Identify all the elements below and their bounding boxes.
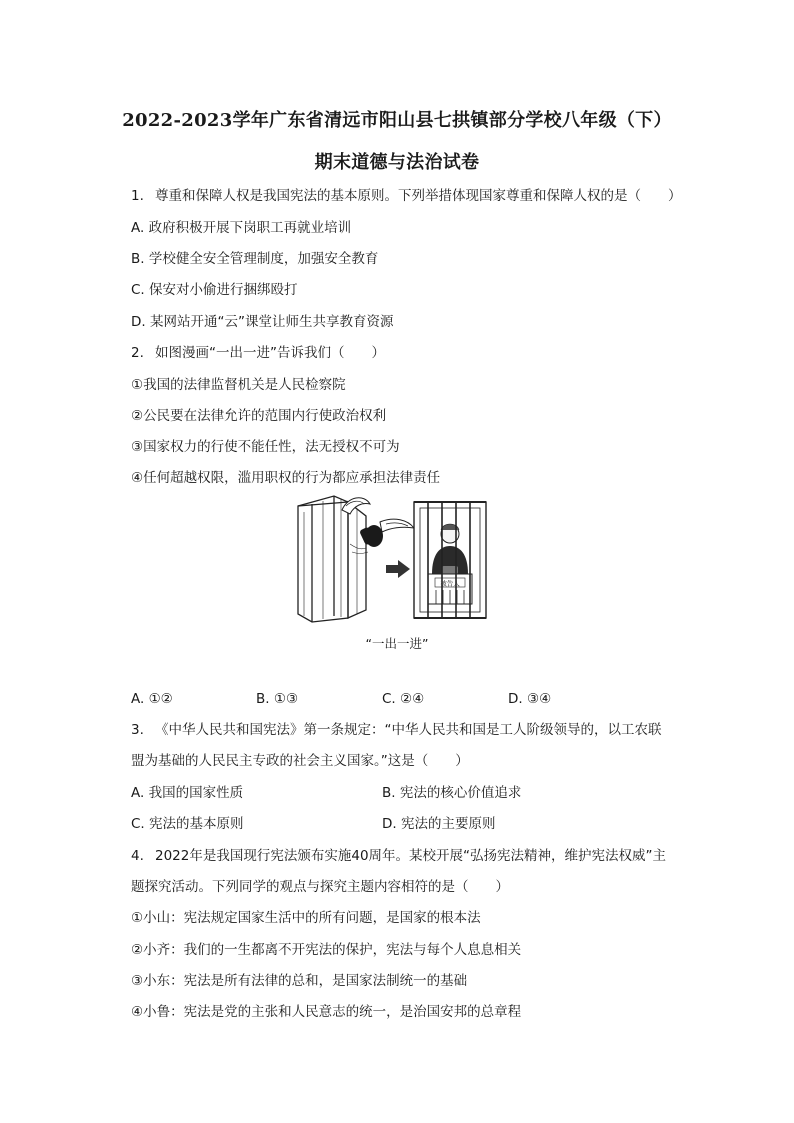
question-number: 2. [131,345,144,361]
q1-option-c: C. 保安对小偷进行捆绑殴打 [131,282,298,298]
q2-option-b: B. ①③ [256,691,299,707]
question-2 [131,344,385,362]
figure-caption: “一出一进” [365,636,429,651]
q3-option-b: B. 宪法的核心价值追求 [382,785,522,801]
question-stem: 如图漫画“一出一进”告诉我们（ ） [155,345,385,361]
question-stem: 尊重和保障人权是我国宪法的基本原则。下列举措体现国家尊重和保障人权的是（ ） [155,188,682,204]
q2-option-d: D. ③④ [508,691,552,707]
question-3-stem-continued: 盟为基础的人民民主专政的社会主义国家。”这是（ ） [131,753,469,769]
q4-statement-1: ①小山：宪法规定国家生活中的所有问题，是国家的根本法 [131,910,481,926]
question-number: 3. [131,722,144,738]
q1-option-a: A. 政府积极开展下岗职工再就业培训 [131,220,352,236]
q2-statement-1: ①我国的法律监督机关是人民检察院 [131,377,346,393]
question-stem: 《中华人民共和国宪法》第一条规定：“中华人民共和国是工人阶级领导的，以工农联 [155,722,662,738]
q1-option-b: B. 学校健全安全管理制度，加强安全教育 [131,251,379,267]
arrow-right-icon [386,560,410,578]
question-3 [131,721,662,739]
question-stem: 2022年是我国现行宪法颁布实施40周年。某校开展“弘扬宪法精神，维护宪法权威”主 [155,848,667,864]
open-cage-icon [298,496,366,622]
question-1 [131,187,682,205]
question-4 [131,847,666,865]
question-number: 4. [131,848,144,864]
defendant-label: 被告人 [440,579,460,588]
question-number: 1. [131,188,144,204]
q1-option-d: D. 某网站开通“云”课堂让师生共享教育资源 [131,314,394,330]
q3-option-d: D. 宪法的主要原则 [382,816,496,832]
q2-statement-4: ④任何超越权限，滥用职权的行为都应承担法律责任 [131,470,441,486]
q2-option-a: A. ①② [131,691,173,707]
q2-statement-2: ②公民要在法律允许的范围内行使政治权利 [131,408,387,424]
q4-statement-3: ③小东：宪法是所有法律的总和，是国家法制统一的基础 [131,973,468,989]
winged-stamp-icon [342,498,414,554]
question-4-stem-continued: 题探究活动。下列同学的观点与探究主题内容相符的是（ ） [131,879,509,895]
q4-statement-2: ②小齐：我们的一生都离不开宪法的保护，宪法与每个人息息相关 [131,942,522,958]
exam-title-line2: 期末道德与法治试卷 [314,152,480,173]
cartoon-illustration [290,492,498,624]
q2-option-c: C. ②④ [382,691,425,707]
q4-statement-4: ④小鲁：宪法是党的主张和人民意志的统一，是治国安邦的总章程 [131,1004,522,1020]
q3-option-c: C. 宪法的基本原则 [131,816,244,832]
q2-statement-3: ③国家权力的行使不能任性，法无授权不可为 [131,439,400,455]
exam-title-line1: 2022-2023学年广东省清远市阳山县七拱镇部分学校八年级（下） [122,110,672,131]
prison-cage-icon [414,502,486,618]
q3-option-a: A. 我国的国家性质 [131,785,244,801]
